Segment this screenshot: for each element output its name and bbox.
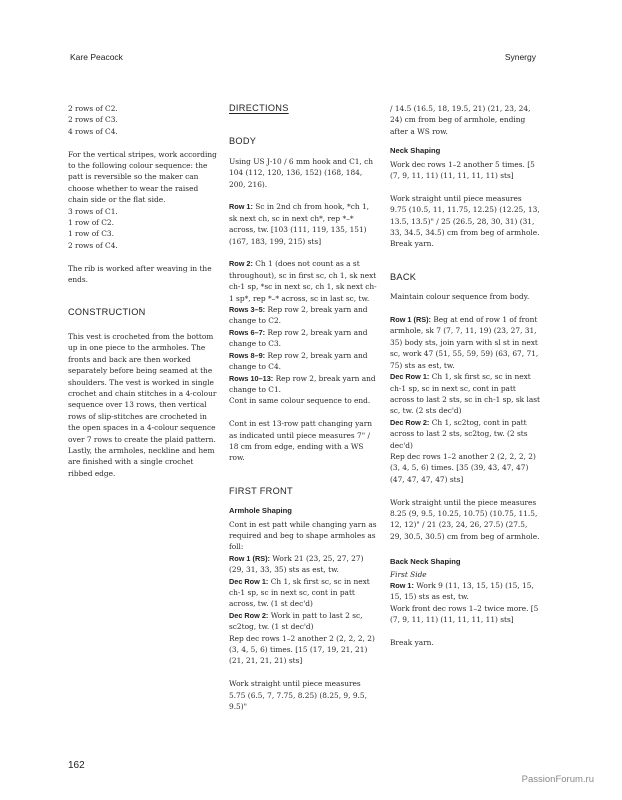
row-text: Work in patt to last 2 sc, sc2tog, tw. (1 st dec'd): [229, 610, 363, 632]
text-line: 3 rows of C1.: [68, 206, 118, 216]
row-label: Rows 6–7:: [229, 327, 266, 337]
rib-paragraph: The rib is worked after weaving in the ends.: [68, 263, 212, 285]
text-line: 1 row of C2.: [68, 218, 114, 228]
row-text: Ch 1, sc2tog, cont in patt across to last 2 sts, sc2tog, tw. (2 sts dec'd): [390, 417, 528, 450]
back-work-straight: Work straight until the piece measures 8.25 (9, 9.5, 10.25, 10.75) (10.75, 11.5, 12, 12)" / 21 (23, 24, 26, 27.5) (27.5, 29, 30.5, 30.5) cm from beg of armhole.: [390, 497, 540, 541]
back-neck-front-dec: Work front dec rows 1–2 twice more. [5 (7, 9, 11, 11) (11, 11, 11, 11) sts]: [390, 603, 539, 625]
back-neck-shaping-heading: Back Neck Shaping: [390, 557, 461, 567]
row-label: Dec Row 1:: [390, 372, 430, 382]
row-text: Beg at end of row 1 of front armhole, sk 7 (7, 7, 11, 19) (23, 27, 31, 35) body sts, join yarn with sl st in next sc, work 47 (51, 55, 59, 59) (63, 67, 71, 75) sts as est, tw.: [390, 315, 539, 370]
rows-8-9: [229, 350, 379, 373]
row-label: Dec Row 2:: [390, 417, 430, 427]
first-side-label: First Side: [390, 569, 427, 579]
row-text: Rep row 2, break yarn and change to C1.: [229, 373, 376, 394]
front-dec-row-2: [229, 610, 379, 633]
neck-work-straight: Work straight until piece measures 9.75 (10.5, 11, 11.75, 12.25) (12.25, 13, 13.5, 13.5)" / 25 (26.5, 28, 30, 31) (31, 33, 34.5, 34.5) cm from beg of armhole. Break yarn.: [390, 193, 540, 249]
back-repeat: Rep dec rows 1–2 another 2 (2, 2, 2, 2) (3, 4, 5, 6) times. [35 (39, 43, 47, 47) (47, 47, 47, 47) sts]: [390, 451, 536, 484]
column-3: [390, 103, 540, 660]
body-heading: BODY: [229, 136, 257, 147]
row-text: Ch 1, sk first sc, sc in next ch-1 sp, sc in next sc, cont in patt across, tw. (1 st dec'd): [229, 576, 370, 609]
row-label: Row 2:: [229, 259, 253, 269]
row-label: Rows 10–13:: [229, 373, 274, 383]
back-row-1: [390, 314, 540, 371]
row-text: Rep row 2, break yarn and change to C2.: [229, 305, 368, 326]
row-text: Work 9 (11, 13, 15, 15) (15, 15, 15, 15) sts as est, tw.: [390, 580, 534, 602]
row-1: [229, 201, 379, 247]
front-repeat: Rep dec rows 1–2 another 2 (2, 2, 2, 2) (3, 4, 5, 6) times. [15 (17, 19, 21, 21) (21, 21, 21, 21) sts]: [229, 633, 375, 666]
row-2: [229, 258, 379, 304]
text-line: 1 row of C3.: [68, 229, 114, 239]
row-label: Rows 8–9:: [229, 350, 266, 360]
row-text: Ch 1, sk first sc, sc in next ch-1 sp, sc in next sc, cont in patt across to last 2 sts, sc in ch-1 sp, sk last sc, tw. (2 sts dec'd): [390, 372, 540, 416]
front-row-1: [229, 553, 379, 576]
row-label: Dec Row 1:: [229, 576, 269, 586]
text-line: 2 rows of C2.: [68, 104, 118, 113]
text-line: 4 rows of C4.: [68, 126, 118, 136]
rows-10-13: [229, 373, 379, 396]
back-dec-row-1: [390, 371, 540, 417]
back-neck-row-1: [390, 580, 540, 603]
row-label: Row 1:: [229, 202, 253, 212]
front-work-straight: Work straight until piece measures 5.75 (6.5, 7, 7.75, 8.25) (8.25, 9, 9.5, 9.5)": [229, 679, 367, 712]
construction-paragraph: This vest is crocheted from the bottom up in one piece to the armholes. The fronts and back are then worked separately before being seamed at the shoulders. The vest is worked in single crochet and chain stitches in a 4-colour sequence over 13 rows, then vertical rows of slip-stitches are crocheted in the open spaces in a 4-colour sequence over 7 rows to create the plaid pattern. Lastly, the armholes, neckline and hem are finished with a single crochet ribbed edge.: [68, 331, 217, 478]
back-heading: BACK: [390, 271, 417, 282]
front-dec-row-1: [229, 576, 379, 610]
body-intro: Using US J-10 / 6 mm hook and C1, ch 104 (112, 120, 136, 152) (168, 184, 200, 216).: [229, 156, 374, 189]
vertical-stripes-paragraph: For the vertical stripes, work according to the following colour sequence: the patt is reversible so the maker can choose whether to wear the raised chain side or the flat side.: [68, 149, 217, 205]
continue-est-patt: Cont in est 13-row patt changing yarn as indicated until piece measures 7" / 18 cm from edge, ending with a WS row.: [229, 419, 373, 463]
back-dec-row-2: [390, 417, 540, 451]
back-maintain: Maintain colour sequence from body.: [390, 292, 530, 302]
row-text: Work 21 (23, 25, 27, 27) (29, 31, 33, 35) sts as est, tw.: [229, 553, 364, 575]
directions-heading: DIRECTIONS: [229, 103, 289, 113]
row-label: Dec Row 2:: [229, 610, 269, 620]
row-text: Rep row 2, break yarn and change to C4.: [229, 350, 368, 372]
rows-3-5: [229, 304, 379, 327]
armhole-shaping-heading: Armhole Shaping: [229, 506, 292, 516]
row-label: Row 1 (RS):: [229, 553, 270, 563]
text-line: 2 rows of C3.: [68, 115, 118, 125]
column-1: [68, 103, 218, 491]
break-yarn: Break yarn.: [390, 638, 434, 647]
row-text: Ch 1 (does not count as a st throughout), sc in first sc, ch 1, sk next ch-1 sp, *sc in next sc, ch 1, sk next ch-1 sp*, rep *–* across, sc in last sc, tw.: [229, 259, 377, 303]
row-text: Rep row 2, break yarn and change to C3.: [229, 327, 368, 349]
neck-shaping-text: Work dec rows 1–2 another 5 times. [5 (7, 9, 11, 11) (11, 11, 11, 11) sts]: [390, 159, 535, 181]
text-line: 2 rows of C4.: [68, 240, 118, 250]
continue-same-sequence: Cont in same colour sequence to end.: [229, 396, 371, 406]
row-label: Rows 3–5:: [229, 305, 266, 315]
row-text: Sc in 2nd ch from hook, *ch 1, sk next ch, sc in next ch*, rep *–* across, tw. [103 (111, 119, 135, 151) (167, 183, 199, 215) sts]: [229, 202, 370, 246]
rows-6-7: [229, 327, 379, 350]
author-name: Kare Peacock: [70, 52, 123, 62]
column-2: [229, 103, 379, 724]
pattern-title: Synergy: [504, 52, 536, 62]
first-front-heading: FIRST FRONT: [229, 485, 293, 496]
page-number: 162: [68, 760, 85, 771]
front-work-continued: / 14.5 (16.5, 18, 19.5, 21) (21, 23, 24, 24) cm from beg of armhole, ending after a WS row.: [390, 104, 531, 136]
row-label: Row 1:: [390, 580, 414, 590]
neck-shaping-heading: Neck Shaping: [390, 146, 441, 156]
armhole-intro: Cont in est patt while changing yarn as required and beg to shape armholes as foll:: [229, 519, 377, 552]
watermark: PassionForum.ru: [521, 774, 594, 785]
construction-heading: CONSTRUCTION: [68, 307, 146, 318]
row-label: Row 1 (RS):: [390, 315, 431, 325]
